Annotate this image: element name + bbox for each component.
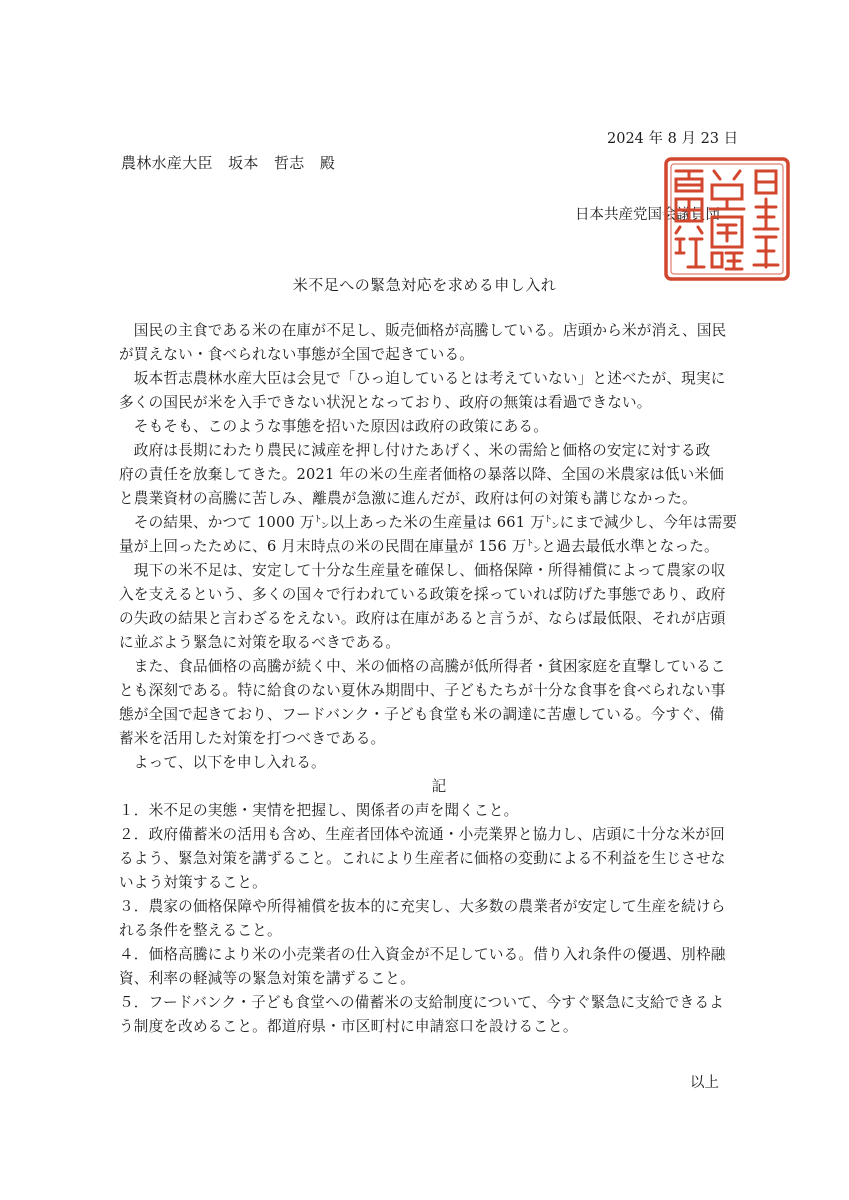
- request-item-line: れる条件を整えること。: [119, 922, 282, 939]
- body-line: その結果、かつて 1000 万㌧以上あった米の生産量は 661 万㌧にまで減少し、今年は需要: [119, 514, 738, 531]
- body-line: そもそも、このような事態を招いた原因は政府の政策にある。: [119, 418, 549, 435]
- ki-heading: 記: [431, 778, 447, 795]
- body-line: と農業資材の高騰に苦しみ、離農が急激に進んだが、政府は何の対策も講じなかった。: [119, 490, 697, 507]
- request-item-line: ２．政府備蓄米の活用も含め、生産者団体や流通・小売業界と協力し、店頭に十分な米が回: [119, 826, 725, 843]
- request-item-line: 資、利率の軽減等の緊急対策を講ずること。: [119, 970, 415, 987]
- addressee: 農林水産大臣 坂本 哲志 殿: [121, 154, 336, 172]
- document-title: 米不足への緊急対応を求める申し入れ: [292, 276, 557, 294]
- body-line: 入を支えるという、多くの国々で行われている政策を採っていれば防げた事態であり、政府: [119, 586, 726, 603]
- document-body: [119, 319, 759, 1039]
- body-line: に並ぶよう緊急に対策を取るべきである。: [119, 634, 401, 651]
- closing-mark: 以上: [690, 1075, 719, 1091]
- body-line: 坂本哲志農林水産大臣は会見で「ひっ迫しているとは考えていない」と述べたが、現実に: [119, 370, 726, 387]
- body-line: 蓄米を活用した対策を打つべきである。: [119, 730, 386, 747]
- body-line: 府の責任を放棄してきた。2021 年の米の生産者価格の暴落以降、全国の米農家は低い米価: [119, 466, 724, 483]
- sender-name: 日本共産党国会議員団: [575, 207, 720, 223]
- request-item-line: いよう対策すること。: [119, 874, 267, 891]
- body-line: が買えない・食べられない事態が全国で起きている。: [119, 346, 475, 363]
- request-item-line: ３．農家の価格保障や所得補償を抜本的に充実し、大多数の農業者が安定して生産を続けら: [119, 898, 726, 915]
- body-line: 態が全国で起きており、フードバンク・子ども食堂も米の調達に苦慮している。今すぐ、備: [119, 706, 725, 723]
- request-item-line: １．米不足の実態・実情を把握し、関係者の声を聞くこと。: [119, 802, 519, 819]
- request-item-line: るよう、緊急対策を講ずること。これにより生産者に価格の変動による不利益を生じさせな: [119, 850, 726, 867]
- body-line: とも深刻である。特に給食のない夏休み期間中、子どもたちが十分な食事を食べられない事: [119, 682, 726, 699]
- request-item-line: う制度を改めること。都道府県・市区町村に申請窓口を設けること。: [119, 1018, 578, 1035]
- body-line: 現下の米不足は、安定して十分な生産量を確保し、価格保障・所得補償によって農家の収: [119, 562, 726, 579]
- body-line: 政府は長期にわたり農民に減産を押し付けたあげく、米の需給と価格の安定に対する政: [119, 442, 711, 459]
- request-item-line: ５．フードバンク・子ども食堂への備蓄米の支給制度について、今すぐ緊急に支給できるよ: [119, 994, 724, 1011]
- body-line: 量が上回ったために、6 月末時点の米の民間在庫量が 156 万㌧と過去最低水準となった。: [119, 538, 719, 555]
- body-line: 多くの国民が米を入手できない状況となっており、政府の無策は看過できない。: [119, 394, 652, 411]
- body-line: また、食品価格の高騰が続く中、米の価格の高騰が低所得者・貧困家庭を直撃しているこ: [119, 658, 726, 675]
- seal-stamp: [662, 155, 792, 283]
- body-line: の失政の結果と言わざるをえない。政府は在庫があると言うが、ならば最低限、それが店頭: [119, 610, 726, 627]
- body-line: 国民の主食である米の在庫が不足し、販売価格が高騰している。店頭から米が消え、国民: [119, 322, 727, 339]
- document-date: 2024 年 8 月 23 日: [607, 131, 739, 147]
- request-item-line: ４．価格高騰により米の小売業者の仕入資金が不足している。借り入れ条件の優遇、別枠融: [119, 946, 726, 963]
- body-line: よって、以下を申し入れる。: [119, 754, 326, 771]
